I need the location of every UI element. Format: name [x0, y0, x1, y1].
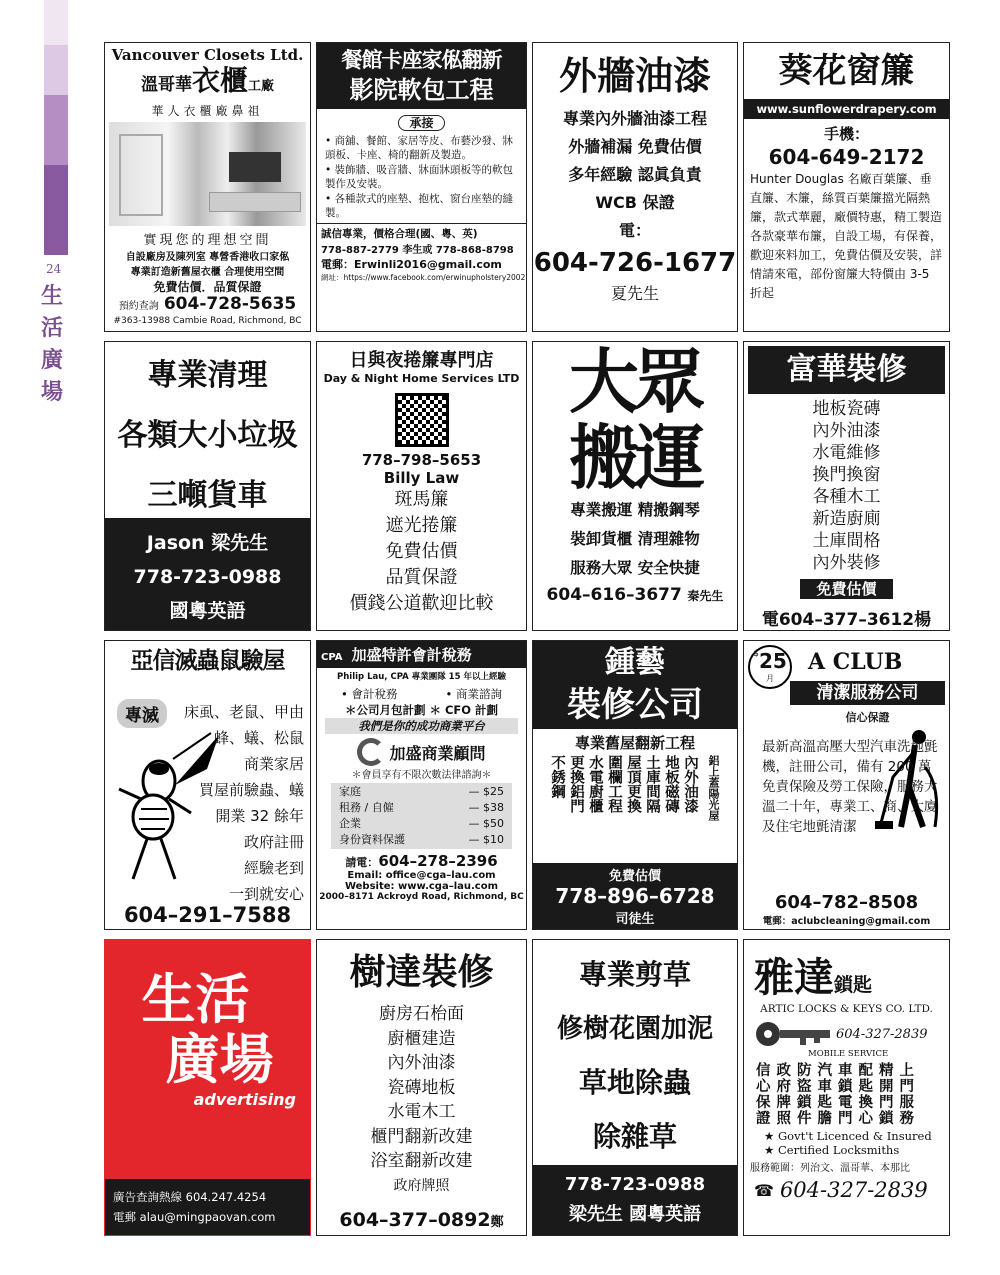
moving-contact: 秦先生: [687, 589, 724, 603]
ad-cpa: [316, 640, 527, 930]
cleanup-phone: 778-723-0988: [133, 566, 282, 588]
blinds-title: 日與夜捲簾專門店: [349, 350, 494, 371]
shuda-line: 浴室翻新改建: [370, 1151, 473, 1171]
aclub-title: A CLUB: [808, 649, 903, 675]
aclub-price-badge: $25 月: [748, 645, 792, 689]
ad-moving: [532, 341, 738, 631]
blinds-line: 免費估價: [385, 541, 458, 562]
pest-phone: 604–291–7588: [123, 903, 292, 927]
closets-tagline: 實現您的理想空間: [143, 233, 272, 248]
sidebar-bar: [44, 45, 68, 95]
house-contact: [105, 1179, 310, 1235]
cpa-service: • 商業諮詢: [445, 687, 502, 701]
drapery-mobile-label: 手機：: [823, 125, 869, 143]
drapery-title: 葵花窗簾: [778, 51, 915, 91]
upholstery-header: 餐館卡座家俬翻新 影院軟包工程: [317, 43, 526, 109]
page-number: 24: [46, 262, 62, 276]
painting-line: 外牆補漏 免費估價: [568, 137, 702, 156]
lawn-footer: [533, 1165, 737, 1235]
locks-grid-row: 證照件膽門心鎖務: [756, 1110, 920, 1127]
ad-aclub: [743, 640, 950, 930]
pest-line: 買屋前驗蟲、蟻: [198, 781, 304, 799]
cpa-address: 2000–8171 Ackroyd Road, Richmond, BC: [319, 892, 524, 902]
ad-drapery: [743, 42, 950, 332]
cpa-fee-row: 身份資料保護 — $10: [339, 833, 504, 846]
cpa-title: 加盛特許會計稅務: [351, 646, 472, 664]
ad-upholstery: [316, 42, 527, 332]
zhongyi-side: 鋁上蓋陽光屋: [707, 755, 720, 821]
upholstery-bullet: 各種款式的座墊、抱枕、窗台座墊的縫製。: [325, 193, 514, 219]
house-email: 電郵 alau@mingpaovan.com: [113, 1210, 276, 1224]
closets-phone-row: 預約查詢 604-728-5635: [118, 294, 297, 314]
ad-shuda: [316, 939, 527, 1236]
pest-line: 商業家居: [243, 755, 304, 773]
zhongyi-headline: 專業舊屋翻新工程: [574, 734, 695, 752]
shuda-line: 廚房石枱面: [379, 1004, 464, 1024]
lawn-line: 修樹花園加泥: [556, 1014, 713, 1044]
sidebar-bar: [44, 95, 68, 165]
house-title: 生活: [141, 968, 250, 1031]
fuhua-service: 內外油漆: [812, 421, 881, 441]
moving-title: 大眾: [569, 341, 701, 423]
pest-title: 亞信滅蟲鼠驗屋: [130, 648, 285, 674]
pest-line: 床虱、老鼠、甲由: [183, 703, 304, 721]
fuhua-service: 換門換窗: [812, 465, 881, 485]
shuda-phone: 604–377–0892: [339, 1209, 491, 1231]
closets-line2: 專業訂造新舊屋衣櫃 合理使用空間: [130, 267, 285, 278]
blinds-line: 遮光捲簾: [385, 515, 458, 536]
lawn-line: 除雜草: [592, 1120, 677, 1153]
cleanup-line: 各類大小垃圾: [117, 418, 298, 453]
fuhua-service: 內外裝修: [812, 553, 881, 573]
locks-company: ARTIC LOCKS & KEYS CO. LTD.: [760, 1003, 933, 1015]
locks-phone2: 604-327-2839: [779, 1178, 928, 1202]
drapery-body: Hunter Douglas 名廠百葉簾、垂直簾、木簾，絲質百葉簾擋光隔熱簾，款式華麗，廠價特惠，精工製造各款豪華布簾，自設工場，有保養，歡迎來料加工，免費估價及安裝，詳情請來電，部份窗簾大特價由 3-5 折起: [750, 172, 943, 300]
fuhua-service: 各種木工: [812, 487, 881, 507]
fuhua-service: 地板瓷磚: [812, 399, 881, 419]
moving-phone: 604–616–3677: [546, 585, 682, 605]
shuda-contact: 鄭: [490, 1215, 504, 1230]
phone-icon: ☎: [754, 1180, 774, 1200]
locks-licence: ★ Govt't Licenced & Insured: [764, 1129, 932, 1143]
painting-title: 外牆油漆: [558, 54, 711, 98]
fuhua-service: 土庫間格: [812, 531, 881, 551]
fuhua-service: 新造廚廁: [812, 509, 881, 529]
fuhua-free: 免費估價: [800, 579, 892, 599]
blinds-phone: 778–798–5653: [361, 451, 482, 469]
locks-grid-row: 信政防汽車配精上: [756, 1062, 920, 1079]
moving-line: 專業搬運 精搬鋼琴: [570, 501, 700, 519]
pest-tag: 專滅: [117, 699, 167, 728]
cpa-plan: ＊公司月包計劃 ＊ CFO 計劃: [344, 703, 499, 717]
cpa-phone-label: 請電：: [345, 856, 379, 869]
aclub-subtitle: 清潔服務公司: [790, 681, 945, 705]
cpa-email: Email: office@cga–lau.com: [347, 870, 496, 881]
cpa-phone: 604–278–2396: [378, 852, 498, 870]
zhongyi-col: 不銹鋼: [549, 755, 565, 799]
lawn-line: 專業剪草: [578, 958, 691, 991]
zhongyi-header: 鍾藝 裝修公司: [533, 641, 737, 729]
locks-grid-row: 心府盜車鎖匙開門: [756, 1078, 920, 1095]
ad-house: [104, 939, 311, 1236]
section-sidebar: [0, 0, 68, 1275]
cleanup-languages: 國粵英語: [169, 600, 246, 622]
lawn-line: 草地除蟲: [578, 1066, 691, 1099]
cpa-member: ＊會員享有不限次數法律諮詢＊: [351, 770, 492, 781]
aclub-body: 最新高溫高壓大型汽車洗地氈機，註冊公司，備有 200 萬免責保險及勞工保險，服務大溫二十年，專業工、商、大廈及住宅地氈清潔: [762, 739, 938, 835]
ad-closets: [104, 42, 311, 332]
section-title: 生活廣場: [40, 283, 63, 405]
upholstery-web: 網址：https://www.facebook.com/erwinupholstery2002: [321, 273, 526, 282]
zhongyi-col: 屋頂更換: [625, 755, 641, 813]
cleanup-line: 專業清理: [147, 358, 268, 393]
zhongyi-col: 水電廚櫃: [587, 755, 603, 813]
cpa-fee-row: 租務 / 自僱 — $38: [339, 801, 504, 814]
blinds-contact: Billy Law: [383, 469, 460, 487]
fuhua-phone: 電604–377–3612楊: [761, 610, 932, 630]
sidebar-bar: [44, 165, 68, 255]
upholstery-honest: 誠信專業，價格合理(國、粵、英): [321, 228, 478, 240]
closet-photo: [109, 122, 306, 226]
painting-contact: 夏先生: [610, 284, 659, 303]
blinds-line: 斑馬簾: [394, 489, 449, 510]
cpa-service: • 會計稅務: [341, 687, 398, 701]
blinds-line: 價錢公道歡迎比較: [349, 593, 494, 614]
fuhua-service: 水電維修: [812, 443, 881, 463]
key-icon: [754, 1019, 836, 1049]
closets-line1: 自設廠房及陳列室 專營香港收口家俬: [125, 252, 290, 263]
locks-area: 服務範圍：列治文、溫哥華、本那比: [750, 1163, 910, 1174]
closets-subtitle: 華人衣櫃廠鼻祖: [151, 104, 264, 118]
locks-title: 雅達: [754, 954, 834, 1001]
closets-line3: 免費估價．品質保證: [153, 280, 262, 294]
aclub-price: 25: [758, 649, 787, 673]
ad-lawn: [532, 939, 738, 1236]
zhongyi-col: 更換鋁門: [568, 755, 584, 813]
fuhua-title: 富華裝修: [748, 346, 945, 394]
pest-line: 一到就安心: [228, 885, 304, 903]
cpa-header: [317, 641, 526, 668]
zhongyi-col: 地板磁磚: [663, 755, 679, 813]
locks-certified: ★ Certified Locksmiths: [764, 1143, 900, 1157]
upholstery-phones: 778-887-2779 李生或 778-868-8798: [321, 245, 514, 256]
shuda-title: 樹達裝修: [349, 952, 494, 993]
painting-line: 多年經驗 認眞負責: [568, 165, 702, 184]
cpa-fee-table: [331, 783, 512, 849]
aclub-phone: 604–782–8508: [774, 892, 919, 913]
shuda-line: 櫃門翻新改建: [370, 1126, 473, 1147]
cpa-fee-row: 家庭 — $25: [339, 785, 504, 798]
cpa-subtitle: Philip Lau, CPA 專業團隊 15 年以上經驗: [337, 672, 506, 682]
zhongyi-col: 土庫間隔: [644, 755, 660, 813]
painting-phone: 604-726-1677: [533, 248, 737, 278]
zhongyi-col: 內外油漆: [682, 755, 698, 813]
zhongyi-contact: 司徒生: [615, 912, 655, 927]
pest-line: 經驗老到: [243, 859, 304, 877]
zhongyi-phone: 778–896–6728: [555, 884, 715, 908]
zhongyi-footer: [533, 863, 737, 929]
sidebar-bar: [44, 0, 68, 45]
cpa-fee-row: 企業 — $50: [339, 817, 504, 830]
locks-grid-row: 保牌鎖匙電換門服: [756, 1094, 920, 1111]
pest-line: 開業 32 餘年: [215, 807, 304, 825]
locks-phone: 604-327-2839: [836, 1026, 928, 1042]
zhongyi-free: 免費估價: [608, 869, 661, 884]
cleanup-contact: Jason 梁先生: [146, 532, 269, 554]
closets-brand: Vancouver Closets Ltd.: [111, 46, 304, 64]
closets-phone: 604-728-5635: [163, 294, 297, 314]
house-sub: advertising: [193, 1090, 296, 1109]
blinds-line: 品質保證: [385, 567, 458, 588]
closets-address: #363-13988 Cambie Road, Richmond, BC: [113, 316, 302, 326]
pest-line: 蜂、蟻、松鼠: [213, 729, 304, 747]
upholstery-bullet: 裝飾牆、吸音牆、牀面牀頭板等的軟包製作及安裝。: [325, 164, 514, 190]
moving-line: 服務大眾 安全快捷: [570, 559, 700, 577]
ad-pest: [104, 640, 311, 930]
ad-zhongyi: [532, 640, 738, 930]
house-hotline: 廣告查詢熱線 604.247.4254: [113, 1190, 267, 1204]
cpa-website: Website: www.cga–lau.com: [344, 881, 499, 892]
cpa-badge: CPA: [321, 652, 343, 663]
cpa-slogan: 我們是你的成功商業平台: [325, 718, 518, 734]
ad-locks: [743, 939, 950, 1236]
blinds-company: Day & Night Home Services LTD: [323, 372, 520, 385]
house-title: 廣場: [165, 1028, 274, 1091]
aclub-trust: 信心保證: [845, 711, 890, 724]
ad-painting: [532, 42, 738, 332]
upholstery-email: 電郵：Erwinli2016@gmail.com: [321, 258, 502, 271]
upholstery-bullets: • 商舖、餐館、家居等皮、布藝沙發、牀頭板、卡座、椅的翻新及製造。 • 裝飾牆、吸音牆、牀面牀頭板等的軟包製作及安裝。 • 各種款式的座墊、抱枕、窗台座墊的縫製。: [325, 135, 514, 219]
qr-code-icon: [395, 393, 449, 447]
painting-line: WCB 保證: [595, 193, 675, 212]
cpa-consult: 加盛商業顧問: [389, 743, 486, 763]
lawn-phone: 778-723-0988: [564, 1174, 706, 1195]
upholstery-bullet: 商舖、餐館、家居等皮、布藝沙發、牀頭板、卡座、椅的翻新及製造。: [325, 135, 514, 161]
pest-line: 政府註冊: [243, 833, 304, 851]
locks-title-small: 鎖匙: [834, 974, 873, 996]
moving-title: 搬運: [569, 417, 701, 499]
ad-fuhua: [743, 341, 950, 631]
zhongyi-col: 圍欄工程: [606, 755, 622, 813]
shuda-line: 瓷磚地板: [387, 1077, 456, 1098]
shuda-line: 水電木工: [387, 1102, 456, 1122]
ad-blinds: [316, 341, 527, 631]
cga-logo-icon: [357, 738, 385, 766]
ad-cleanup: [104, 341, 311, 631]
drapery-web: www.sunflowerdrapery.com: [744, 99, 949, 119]
drapery-phone: 604-649-2172: [768, 145, 925, 169]
shuda-line: 廚櫃建造: [387, 1028, 456, 1049]
shuda-line: 內外油漆: [387, 1053, 456, 1073]
upholstery-accept: 承接: [398, 115, 444, 131]
closets-title: 溫哥華衣櫃工廠: [140, 64, 275, 97]
cleanup-line: 三噸貨車: [147, 478, 268, 513]
painting-line: 電：: [618, 221, 651, 240]
lawn-contact: 梁先生 國粵英語: [568, 1204, 702, 1225]
painting-line: 專業內外牆油漆工程: [562, 109, 707, 128]
shuda-line: 政府牌照: [393, 1177, 450, 1194]
moving-line: 裝卸貨櫃 清理雜物: [570, 530, 700, 548]
cleanup-contact-box: [105, 518, 310, 630]
aclub-email: 電郵：aclubcleaning@gmail.com: [762, 916, 931, 927]
locks-mobile: MOBILE SERVICE: [808, 1049, 889, 1059]
